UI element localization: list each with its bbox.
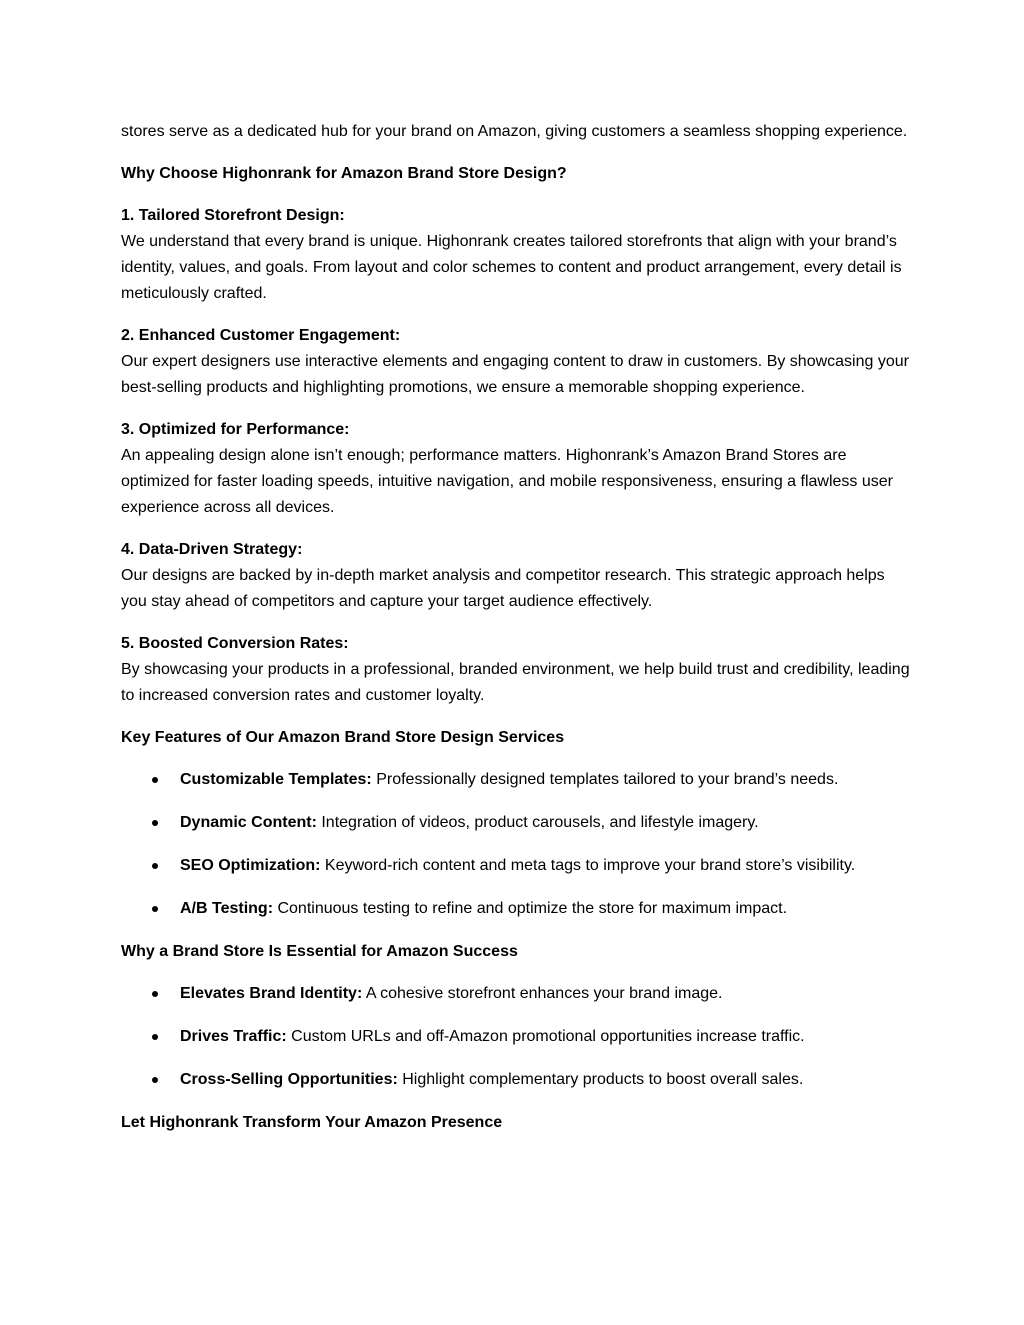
section-title: 3. Optimized for Performance: — [121, 421, 350, 438]
list-item — [121, 1067, 911, 1093]
section-title: 2. Enhanced Customer Engagement: — [121, 327, 401, 344]
section-customer-engagement — [121, 323, 911, 401]
bullet-icon — [152, 906, 158, 912]
feature-term: Dynamic Content: — [180, 814, 317, 831]
essential-term: Elevates Brand Identity: — [180, 985, 363, 1002]
section-title: 1. Tailored Storefront Design: — [121, 207, 345, 224]
section-tailored-design — [121, 203, 911, 307]
section-performance — [121, 417, 911, 521]
essential-heading: Why a Brand Store Is Essential for Amazon Success — [121, 943, 518, 960]
list-item — [121, 896, 911, 922]
essential-text: A cohesive storefront enhances your brand image. — [362, 985, 723, 1002]
section-data-driven — [121, 537, 911, 615]
document-page — [121, 119, 911, 1152]
list-item — [121, 1024, 911, 1050]
bullet-icon — [152, 777, 158, 783]
essential-text: Custom URLs and off-Amazon promotional opportunities increase traffic. — [286, 1028, 805, 1045]
section-title: 5. Boosted Conversion Rates: — [121, 635, 349, 652]
feature-text: Continuous testing to refine and optimize the store for maximum impact. — [273, 900, 788, 917]
section-body: We understand that every brand is unique. Highonrank creates tailored storefronts that align with your brand’s identity, values, and goals. From layout and color schemes to content and product arrangement, every detail is meticulously crafted. — [121, 233, 902, 302]
section-title: 4. Data-Driven Strategy: — [121, 541, 303, 558]
list-item — [121, 810, 911, 836]
section-body: An appealing design alone isn’t enough; performance matters. Highonrank’s Amazon Brand Stores are optimized for faster loading speeds, intuitive navigation, and mobile responsiveness, ensuring a flawless user experience across all devices. — [121, 447, 893, 516]
bullet-icon — [152, 1034, 158, 1040]
bullet-icon — [152, 991, 158, 997]
bullet-icon — [152, 820, 158, 826]
feature-term: SEO Optimization: — [180, 857, 321, 874]
feature-term: A/B Testing: — [180, 900, 274, 917]
key-features-heading: Key Features of Our Amazon Brand Store Design Services — [121, 729, 565, 746]
bullet-icon — [152, 863, 158, 869]
features-list — [121, 767, 911, 922]
section-body: Our designs are backed by in-depth market analysis and competitor research. This strategic approach helps you stay ahead of competitors and capture your target audience effectively. — [121, 567, 885, 610]
feature-text: Professionally designed templates tailored to your brand’s needs. — [371, 771, 839, 788]
bullet-icon — [152, 1077, 158, 1083]
list-item — [121, 767, 911, 793]
why-choose-heading: Why Choose Highonrank for Amazon Brand Store Design? — [121, 165, 567, 182]
essential-text: Highlight complementary products to boost overall sales. — [397, 1071, 804, 1088]
essentials-list — [121, 981, 911, 1093]
essential-term: Drives Traffic: — [180, 1028, 287, 1045]
feature-text: Integration of videos, product carousels, and lifestyle imagery. — [316, 814, 759, 831]
feature-term: Customizable Templates: — [180, 771, 372, 788]
intro-paragraph: stores serve as a dedicated hub for your brand on Amazon, giving customers a seamless shopping experience. — [121, 123, 908, 140]
section-body: Our expert designers use interactive elements and engaging content to draw in customers. By showcasing your best-selling products and highlighting promotions, we ensure a memorable shopping experience. — [121, 353, 909, 396]
feature-text: Keyword-rich content and meta tags to improve your brand store’s visibility. — [320, 857, 856, 874]
section-conversion-rates — [121, 631, 911, 709]
list-item — [121, 981, 911, 1007]
essential-term: Cross-Selling Opportunities: — [180, 1071, 398, 1088]
list-item — [121, 853, 911, 879]
closing-heading: Let Highonrank Transform Your Amazon Presence — [121, 1114, 503, 1131]
section-body: By showcasing your products in a professional, branded environment, we help build trust and credibility, leading to increased conversion rates and customer loyalty. — [121, 661, 910, 704]
